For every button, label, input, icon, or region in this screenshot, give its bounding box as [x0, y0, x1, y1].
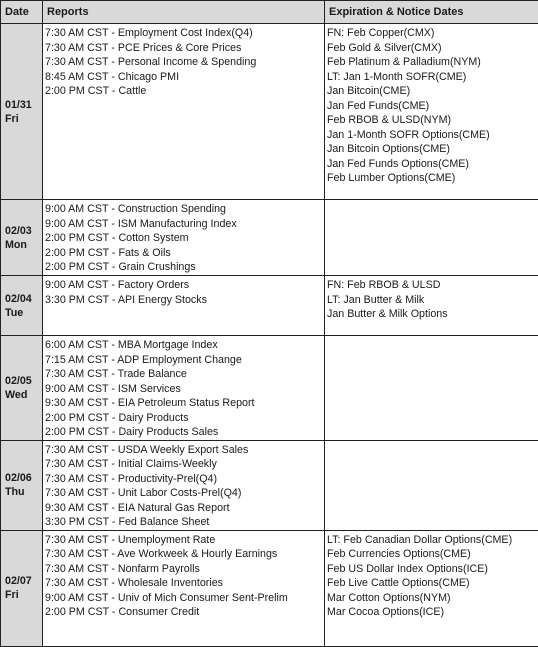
report-item: 7:30 AM CST - Unemployment Rate: [45, 533, 322, 548]
report-item: 7:30 AM CST - Personal Income & Spending: [45, 55, 322, 70]
expiration-item: Jan Bitcoin Options(CME): [327, 142, 536, 157]
report-item: 2:00 PM CST - Dairy Products: [45, 411, 322, 426]
date-cell: [1, 530, 43, 646]
date-label: 02/05: [5, 374, 38, 388]
report-item: 3:30 PM CST - API Energy Stocks: [45, 293, 322, 308]
report-item: 7:30 AM CST - Initial Claims-Weekly: [45, 457, 322, 472]
date-label: 02/07: [5, 574, 38, 588]
expiration-item: LT: Jan 1-Month SOFR(CME): [327, 70, 536, 85]
expiration-cell: [325, 530, 538, 646]
report-item: 2:00 PM CST - Consumer Credit: [45, 605, 322, 620]
expiration-item: FN: Feb RBOB & ULSD: [327, 278, 536, 293]
table-row: [1, 276, 538, 336]
report-item: 2:00 PM CST - Grain Crushings: [45, 260, 322, 275]
expiration-cell: [325, 336, 538, 441]
report-item: 7:30 AM CST - Productivity-Prel(Q4): [45, 472, 322, 487]
header-row: [1, 1, 538, 24]
expiration-item: Feb Live Cattle Options(CME): [327, 576, 536, 591]
report-item: 9:00 AM CST - Construction Spending: [45, 202, 322, 217]
expiration-column-header: Expiration & Notice Dates: [325, 1, 538, 24]
date-label: 02/06: [5, 471, 38, 485]
expiration-item: Feb RBOB & ULSD(NYM): [327, 113, 536, 128]
report-item: 9:00 AM CST - Factory Orders: [45, 278, 322, 293]
expiration-item: Feb Lumber Options(CME): [327, 171, 536, 186]
report-item: 9:00 AM CST - Univ of Mich Consumer Sent-Prelim: [45, 591, 322, 606]
expiration-item: Jan 1-Month SOFR Options(CME): [327, 128, 536, 143]
date-label: 01/31: [5, 98, 38, 112]
report-item: 9:30 AM CST - EIA Petroleum Status Report: [45, 396, 322, 411]
weekday-label: Fri: [5, 112, 38, 126]
table-row: [1, 200, 538, 276]
date-cell: [1, 200, 43, 276]
weekday-label: Wed: [5, 388, 38, 402]
weekday-label: Fri: [5, 588, 38, 602]
expiration-item: Jan Fed Funds Options(CME): [327, 157, 536, 172]
expiration-item: Feb Platinum & Palladium(NYM): [327, 55, 536, 70]
expiration-item: LT: Jan Butter & Milk: [327, 293, 536, 308]
expiration-cell: [325, 276, 538, 336]
table-row: [1, 336, 538, 441]
report-item: 7:30 AM CST - PCE Prices & Core Prices: [45, 41, 322, 56]
reports-column-header: Reports: [43, 1, 325, 24]
report-item: 7:30 AM CST - Wholesale Inventories: [45, 576, 322, 591]
expiration-item: Feb Gold & Silver(CMX): [327, 41, 536, 56]
expiration-item: FN: Feb Copper(CMX): [327, 26, 536, 41]
weekday-label: Tue: [5, 306, 38, 320]
date-cell: [1, 276, 43, 336]
reports-cell: [43, 276, 325, 336]
expiration-item: Jan Butter & Milk Options: [327, 307, 536, 322]
report-item: 7:30 AM CST - Unit Labor Costs-Prel(Q4): [45, 486, 322, 501]
report-item: 2:00 PM CST - Fats & Oils: [45, 246, 322, 261]
report-item: 9:00 AM CST - ISM Services: [45, 382, 322, 397]
report-item: 7:30 AM CST - Ave Workweek & Hourly Earnings: [45, 547, 322, 562]
reports-cell: [43, 24, 325, 200]
weekday-label: Thu: [5, 485, 38, 499]
report-item: 7:30 AM CST - Nonfarm Payrolls: [45, 562, 322, 577]
reports-cell: [43, 440, 325, 530]
report-item: 9:00 AM CST - ISM Manufacturing Index: [45, 217, 322, 232]
table-row: [1, 440, 538, 530]
expiration-item: Feb Currencies Options(CME): [327, 547, 536, 562]
report-item: 2:00 PM CST - Cattle: [45, 84, 322, 99]
reports-cell: [43, 336, 325, 441]
table-row: [1, 24, 538, 200]
weekday-label: Mon: [5, 238, 38, 252]
expiration-item: Jan Bitcoin(CME): [327, 84, 536, 99]
expiration-item: Feb US Dollar Index Options(ICE): [327, 562, 536, 577]
expiration-item: Mar Cocoa Options(ICE): [327, 605, 536, 620]
date-label: 02/04: [5, 292, 38, 306]
report-item: 2:00 PM CST - Dairy Products Sales: [45, 425, 322, 440]
reports-cell: [43, 530, 325, 646]
report-item: 3:30 PM CST - Fed Balance Sheet: [45, 515, 322, 530]
expiration-item: Mar Cotton Options(NYM): [327, 591, 536, 606]
report-item: 9:30 AM CST - EIA Natural Gas Report: [45, 501, 322, 516]
expiration-cell: [325, 200, 538, 276]
date-cell: [1, 440, 43, 530]
report-item: 7:30 AM CST - Employment Cost Index(Q4): [45, 26, 322, 41]
report-item: 7:15 AM CST - ADP Employment Change: [45, 353, 322, 368]
expiration-item: Jan Fed Funds(CME): [327, 99, 536, 114]
report-item: 7:30 AM CST - USDA Weekly Export Sales: [45, 443, 322, 458]
calendar-body: [1, 24, 538, 647]
expiration-cell: [325, 440, 538, 530]
expiration-item: LT: Feb Canadian Dollar Options(CME): [327, 533, 536, 548]
date-column-header: Date: [1, 1, 43, 24]
report-item: 6:00 AM CST - MBA Mortgage Index: [45, 338, 322, 353]
report-item: 2:00 PM CST - Cotton System: [45, 231, 322, 246]
report-item: 8:45 AM CST - Chicago PMI: [45, 70, 322, 85]
date-cell: [1, 336, 43, 441]
expiration-cell: [325, 24, 538, 200]
report-item: 7:30 AM CST - Trade Balance: [45, 367, 322, 382]
date-label: 02/03: [5, 224, 38, 238]
reports-cell: [43, 200, 325, 276]
date-cell: [1, 24, 43, 200]
table-row: [1, 530, 538, 646]
